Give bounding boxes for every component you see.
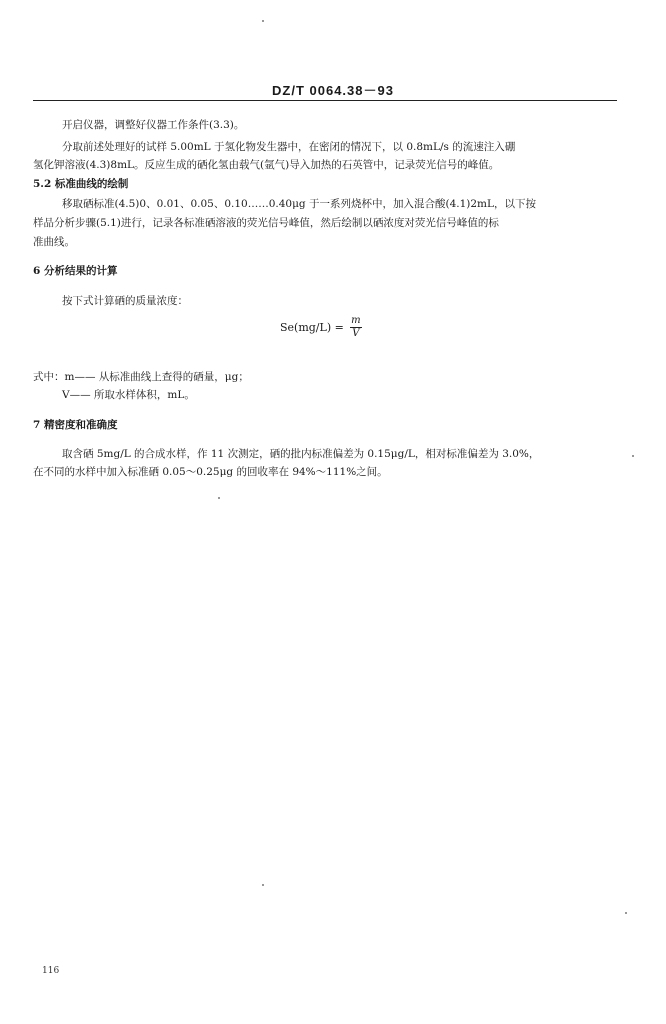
paragraph-sample-line-2: 氢化钾溶液(4.3)8mL。反应生成的硒化氢由载气(氩气)导入加热的石英管中，记录荧光信号的峰值。 [33,159,500,171]
page-number: 116 [42,966,60,976]
paragraph-standard-line-2: 样品分析步骤(5.1)进行，记录各标准硒溶液的荧光信号峰值，然后绘制以硒浓度对荧光信号峰值的标 [33,217,499,229]
where-line-m: 式中：m—— 从标准曲线上查得的硒量，μg； [33,371,249,383]
formula-denominator: V [352,328,360,339]
paragraph-precision-line-1: 取含硒 5mg/L 的合成水样，作 11 次测定，硒的批内标准偏差为 0.15μg/L，相对标准偏差为 3.0%， [62,448,540,460]
selenium-formula [280,316,362,339]
standard-code-header: DZ/T 0064.38－93 [272,83,394,98]
paragraph-calc-intro: 按下式计算硒的质量浓度： [62,295,188,307]
paragraph-standard-line-1: 移取硒标准(4.5)0、0.01、0.05、0.10……0.40μg 于一系列烧杯中，加入混合酸(4.1)2mL，以下按 [62,198,536,210]
section-7-heading: 7 精密度和准确度 [33,419,118,431]
scan-speck [625,912,627,914]
paragraph-standard-line-3: 准曲线。 [33,236,75,248]
paragraph-start-instrument: 开启仪器，调整好仪器工作条件(3.3)。 [62,119,245,131]
paragraph-precision-line-2: 在不同的水样中加入标准硒 0.05～0.25μg 的回收率在 94%～111%之间。 [33,466,388,478]
where-line-v: V—— 所取水样体积，mL。 [62,389,195,401]
scan-speck [632,455,634,457]
formula-lhs: Se(mg/L) = [280,321,344,334]
section-5-2-heading: 5.2 标准曲线的绘制 [33,178,129,190]
section-6-heading: 6 分析结果的计算 [33,265,118,277]
header-rule [33,100,617,101]
scan-speck [262,884,264,886]
scan-speck [218,497,220,499]
scan-speck [262,20,264,22]
formula-fraction [350,316,362,339]
paragraph-sample-line-1: 分取前述处理好的试样 5.00mL 于氢化物发生器中，在密闭的情况下，以 0.8mL/s 的流速注入硼 [62,141,516,153]
formula-numerator: m [351,315,361,326]
